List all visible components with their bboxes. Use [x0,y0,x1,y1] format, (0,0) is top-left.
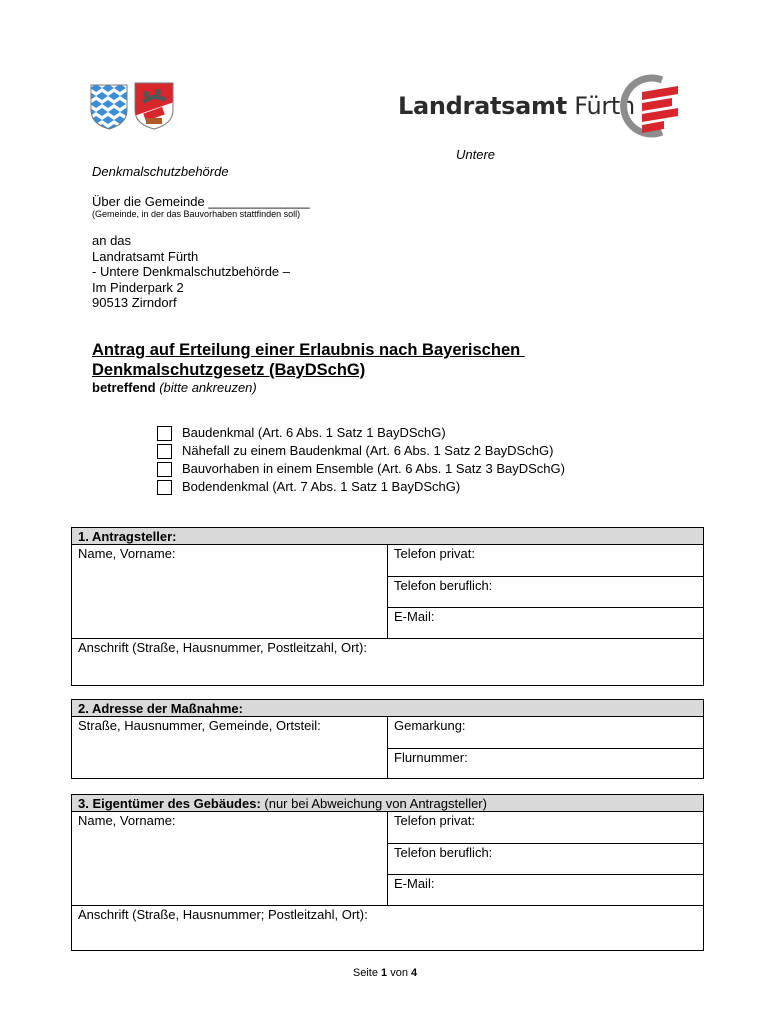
field-label: Straße, Hausnummer, Gemeinde, Ortsteil: [78,718,321,733]
page-current: 1 [381,967,388,979]
section-owner [71,794,704,951]
field-label: Telefon privat: [394,546,475,561]
field-label: Flurnummer: [394,750,468,765]
betreffend-line [92,380,257,396]
authority-line-1: Untere [456,147,496,162]
landratsamt-logo-icon [616,74,680,138]
page-total: 4 [411,967,418,979]
checkbox-row-ensemble[interactable] [157,460,565,478]
address-line: 90513 Zirndorf [92,295,177,310]
checkbox-label: Bauvorhaben in einem Ensemble (Art. 6 Abs. 1 Satz 3 BayDSchG) [182,461,565,476]
recipient-address [92,233,290,311]
authority-line-2: Denkmalschutzbehörde [92,164,229,179]
field-label: Anschrift (Straße, Hausnummer; Postleitzahl, Ort): [78,907,368,922]
checkbox-row-bodendenkmal[interactable] [157,478,460,496]
page-prefix: Seite [352,967,382,979]
address-line: - Untere Denkmalschutzbehörde – [92,264,290,279]
applicant-email-field[interactable] [388,608,704,639]
owner-phone-private-field[interactable] [388,812,704,844]
owner-name-field[interactable] [72,812,388,906]
address-line: an das [92,233,132,248]
gemeinde-hint: (Gemeinde, in der das Bauvorhaben stattfinden soll) [92,209,301,219]
checkbox-bodendenkmal[interactable] [157,480,172,495]
field-label: E-Mail: [394,876,435,891]
applicant-name-field[interactable] [72,545,388,639]
owner-email-field[interactable] [388,875,704,906]
section-title-note: (nur bei Abweichung von Antragsteller) [260,796,487,811]
applicant-phone-private-field[interactable] [388,545,704,577]
betreffend-hint: (bitte ankreuzen) [159,380,257,395]
checkbox-baudenkmal[interactable] [157,426,172,441]
page-middle: von [387,967,411,979]
field-label: Gemarkung: [394,718,466,733]
field-label: Name, Vorname: [78,546,176,561]
checkbox-label: Nähefall zu einem Baudenkmal (Art. 6 Abs. 1 Satz 2 BayDSchG) [182,443,554,458]
section-title-bold: 3. Eigentümer des Gebäudes: [78,796,261,811]
owner-address-field[interactable] [72,906,704,951]
office-name-bold: Landratsamt [398,92,567,120]
field-label: E-Mail: [394,609,435,624]
field-label: Telefon beruflich: [394,845,493,860]
applicant-phone-work-field[interactable] [388,577,704,608]
applicant-address-field[interactable] [72,639,704,686]
form-title-line-1: Antrag auf Erteilung einer Erlaubnis nach Bayerischen [92,341,525,359]
owner-phone-work-field[interactable] [388,844,704,875]
checkbox-row-baudenkmal[interactable] [157,424,446,442]
checkbox-label: Baudenkmal (Art. 6 Abs. 1 Satz 1 BayDSchG) [182,425,446,440]
section-title [72,795,704,812]
gemeinde-line: Über die Gemeinde ______________ [92,194,310,209]
checkbox-row-naehefall[interactable] [157,442,553,460]
betreffend-label: betreffend [92,380,156,395]
gemarkung-field[interactable] [388,717,704,749]
field-label: Anschrift (Straße, Hausnummer, Postleitzahl, Ort): [78,640,367,655]
page-number [0,966,770,980]
bavaria-coat-of-arms [90,84,128,130]
section-applicant [71,527,704,686]
field-label: Telefon privat: [394,813,475,828]
section-measure-address [71,699,704,779]
office-name-light: Fürth [566,92,635,120]
address-line: Im Pinderpark 2 [92,279,184,295]
section-title: 1. Antragsteller: [72,528,704,545]
checkbox-naehefall[interactable] [157,444,172,459]
field-label: Telefon beruflich: [394,578,493,593]
measure-street-field[interactable] [72,717,388,779]
form-title [92,340,692,380]
checkbox-ensemble[interactable] [157,462,172,477]
checkbox-label: Bodendenkmal (Art. 7 Abs. 1 Satz 1 BayDSchG) [182,479,461,494]
district-coat-of-arms [134,82,174,130]
form-title-line-2: Denkmalschutzgesetz (BayDSchG) [92,361,366,379]
flurnummer-field[interactable] [388,749,704,779]
office-name [398,92,635,120]
section-title: 2. Adresse der Maßnahme: [72,700,704,717]
address-line: Landratsamt Fürth [92,248,199,264]
field-label: Name, Vorname: [78,813,176,828]
